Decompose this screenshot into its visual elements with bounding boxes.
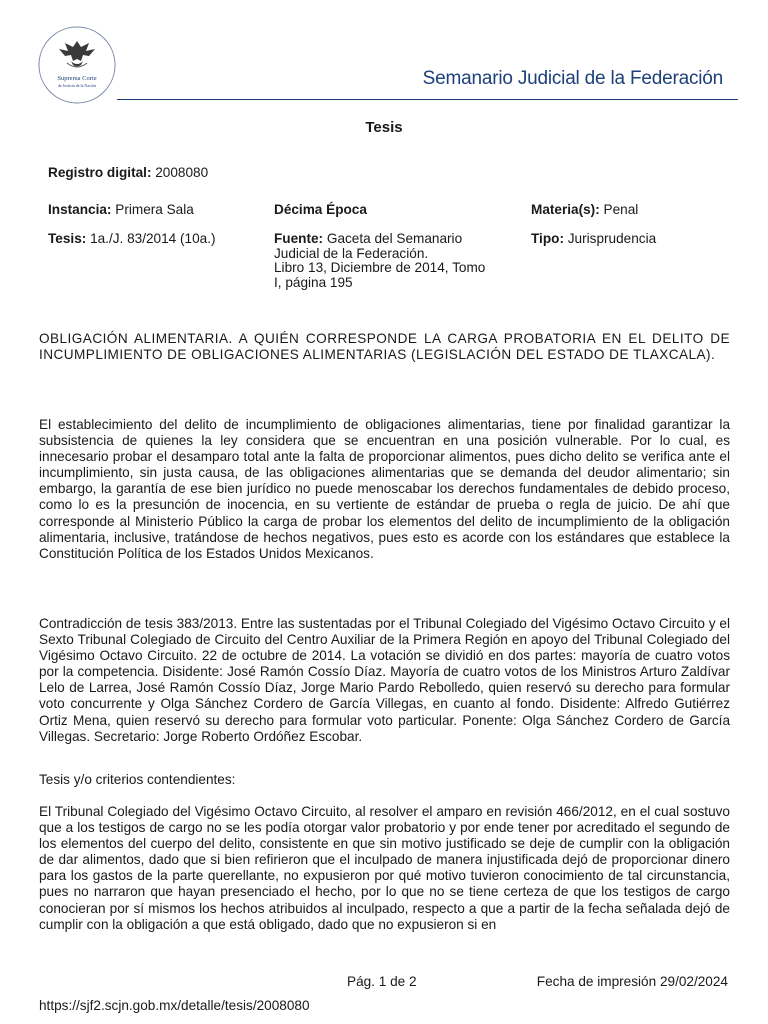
instancia-value: Primera Sala xyxy=(115,202,194,217)
registro-label: Registro digital: xyxy=(48,165,152,180)
scjn-seal-icon xyxy=(37,25,117,105)
contendientes-text: El Tribunal Colegiado del Vigésimo Octavo Circuito, al resolver el amparo en revisión 466/2012, en el cual sostuvo que a los testigos de cargo no se les podía otorgar valor probatorio y por ende tener por acreditado el segundo de los elementos del cuerpo del delito, consistente en que sin motivo justificado se deje de cumplir con la obligación de dar alimentos, dado que si bien refirieron que el inculpado de manera injustificada dejó de proporcionar dinero para los gastos de la parte querellante, no expusieron por qué motivo tuvieron conocimiento de tal circunstancia, pues no narraron que hayan presenciado el hecho, por lo que no se tiene certeza de que los testigos de cargo conocieran por sí mismos los hechos atribuidos al inculpado, respecto a que a partir de la fecha señalada dejó de cumplir con la obligación a que está obligado, dado que no expusieron si en xyxy=(39,804,730,932)
fuente-line-3: Libro 13, Diciembre de 2014, Tomo xyxy=(274,260,486,275)
epoca-label: Décima Época xyxy=(274,202,367,217)
tesis-rubro: OBLIGACIÓN ALIMENTARIA. A QUIÉN CORRESPONDE LA CARGA PROBATORIA EN EL DELITO DE INCUMPLIMIENTO DE OBLIGACIONES ALIMENTARIAS (LEGISLACIÓN DEL ESTADO DE TLAXCALA). xyxy=(39,331,730,363)
materia-label: Materia(s): xyxy=(531,202,600,217)
tesis-clave xyxy=(48,232,216,247)
fuente-line-1: Gaceta del Semanario xyxy=(326,231,463,246)
instancia-label: Instancia: xyxy=(48,202,112,217)
registro-value: 2008080 xyxy=(155,165,209,180)
fuente-line-4: I, página 195 xyxy=(274,274,353,290)
logo-text-1: Suprema Corte xyxy=(57,75,97,82)
materia-value: Penal xyxy=(603,202,639,217)
epoca xyxy=(274,203,367,218)
source-url: https://sjf2.scjn.gob.mx/detalle/tesis/2008080 xyxy=(39,998,310,1013)
tesis-value: 1a./J. 83/2014 (10a.) xyxy=(90,231,216,246)
tesis-texto: El establecimiento del delito de incumplimiento de obligaciones alimentarias, tiene por finalidad garantizar la subsistencia de quienes la ley considera que se encuentran en una posición vulnerable. Por lo cual, es innecesario probar el desamparo total ante la falta de proporcionar alimentos, pues dicho delito se verifica ante el incumplimiento, sin justa causa, de las obligaciones alimentarias que se demanda del deudor alimentario; sin embargo, la garantía de ese bien jurídico no puede menoscabar los derechos fundamentales de debido proceso, como lo es la presunción de inocencia, en su vertiente de estándar de prueba o regla de juicio. De ahí que corresponde al Ministerio Público la carga de probar los elementos del delito de incumplimiento de la obligación alimentaria, inclusive, tratándose de hechos negativos, pues esto es acorde con los estándares que establece la Constitución Política de los Estados Unidos Mexicanos. xyxy=(39,417,730,561)
print-date: Fecha de impresión 29/02/2024 xyxy=(536,974,728,989)
instancia xyxy=(48,203,194,218)
materia xyxy=(531,203,638,218)
header-divider xyxy=(117,99,738,100)
fuente-line-2: Judicial de la Federación. xyxy=(274,245,429,261)
page-number: Pág. 1 de 2 xyxy=(347,974,417,989)
document-title: Tesis xyxy=(365,119,403,136)
site-title: Semanario Judicial de la Federación xyxy=(422,68,723,89)
tipo-value: Jurisprudencia xyxy=(567,231,657,246)
tipo xyxy=(531,232,656,247)
precedente: Contradicción de tesis 383/2013. Entre las sustentadas por el Tribunal Colegiado del Vigésimo Octavo Circuito y el Sexto Tribunal Colegiado de Circuito del Centro Auxiliar de la Primera Región en apoyo del Tribunal Colegiado del Vigésimo Octavo Circuito. 22 de octubre de 2014. La votación se dividió en dos partes: mayoría de cuatro votos por la competencia. Disidente: José Ramón Cossío Díaz. Mayoría de cuatro votos de los Ministros Arturo Zaldívar Lelo de Larrea, José Ramón Cossío Díaz, Jorge Mario Pardo Rebolledo, quien reservó su derecho para formular voto concurrente y Olga Sánchez Cordero de García Villegas, en cuanto al fondo. Disidente: Alfredo Gutiérrez Ortiz Mena, quien reservó su derecho para formular voto particular. Ponente: Olga Sánchez Cordero de García Villegas. Secretario: Jorge Roberto Ordóñez Escobar. xyxy=(39,616,730,744)
fuente xyxy=(274,232,524,290)
registro-digital xyxy=(48,166,208,181)
contendientes-heading: Tesis y/o criterios contendientes: xyxy=(39,772,236,787)
fuente-label: Fuente: xyxy=(274,231,324,246)
tesis-label: Tesis: xyxy=(48,231,87,246)
logo-text-2: de Justicia de la Nación xyxy=(58,83,96,88)
scjn-logo xyxy=(37,25,117,105)
tipo-label: Tipo: xyxy=(531,231,564,246)
